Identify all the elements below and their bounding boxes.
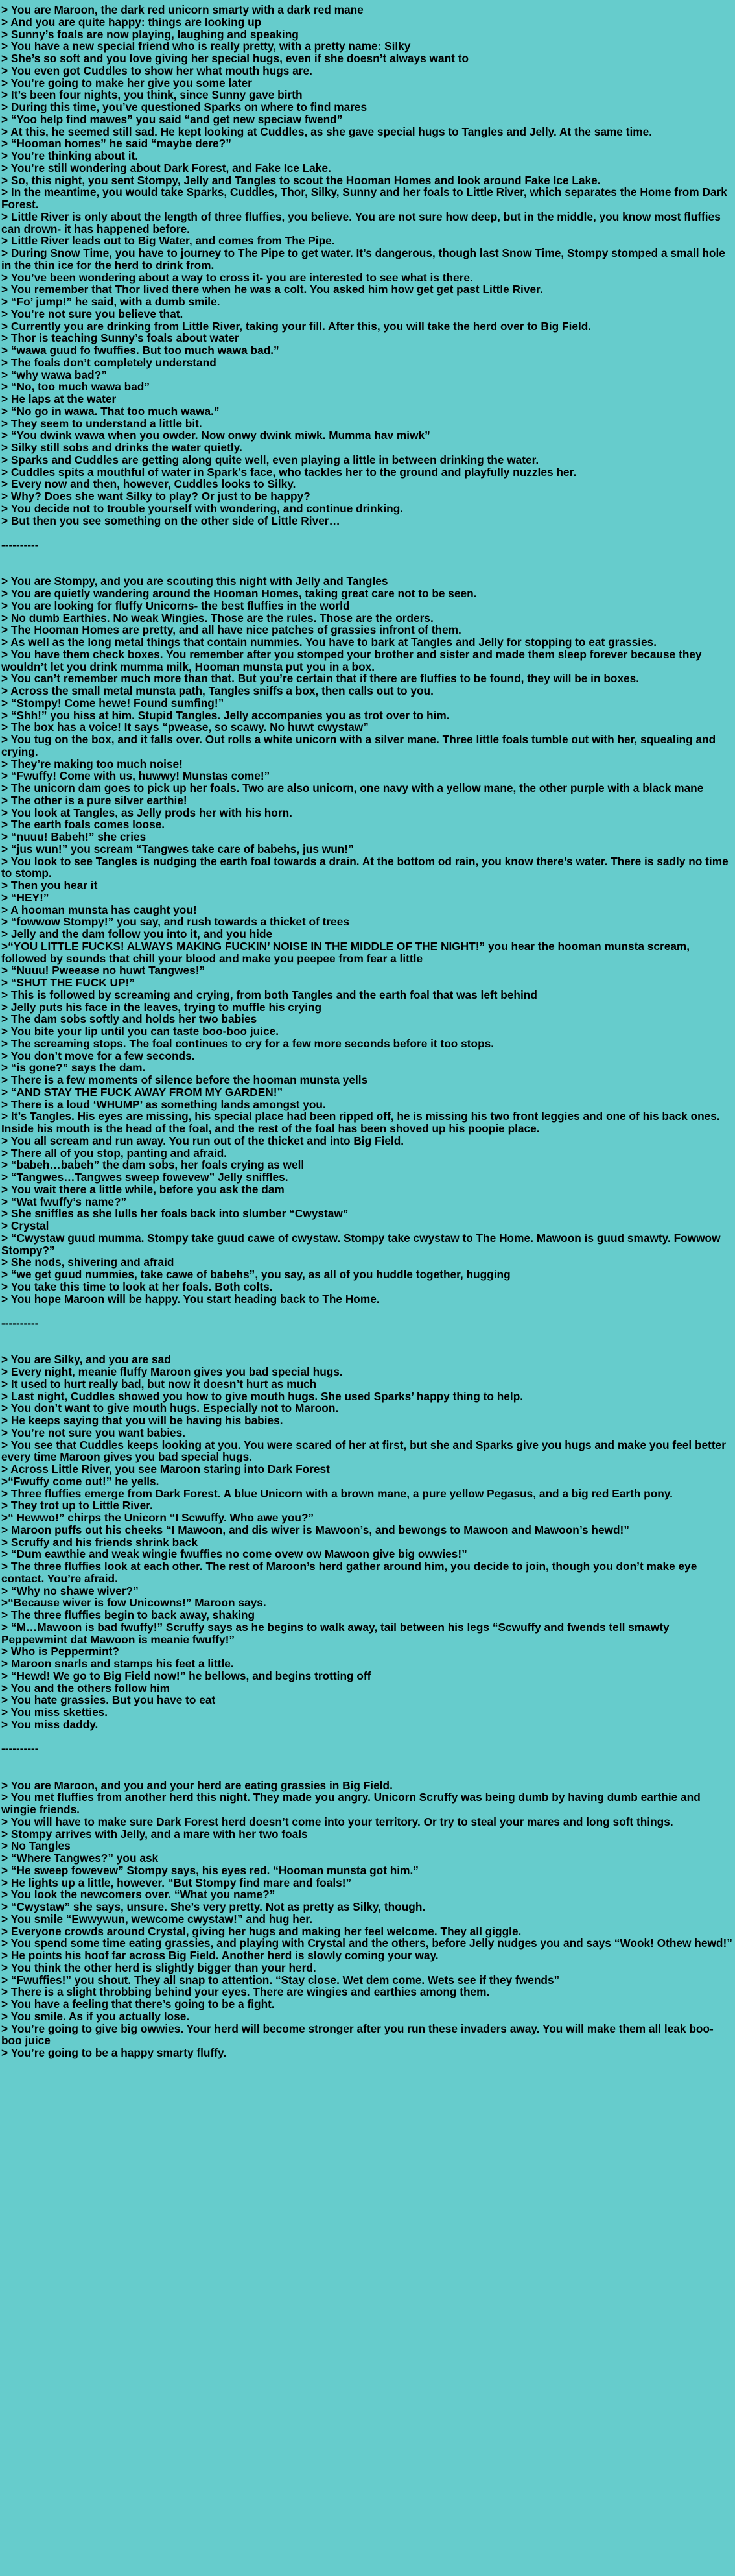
story-line: > You are Silky, and you are sad [1, 1353, 171, 1366]
story-line: > You smile. As if you actually lose. [1, 2009, 190, 2023]
story-line: > Every now and then, however, Cuddles looks to Silky. [1, 477, 296, 491]
blank-line [1, 1330, 734, 1342]
story-line: > “Hooman homes” he said “maybe dere?” [1, 137, 231, 150]
story-line: > “Fwuffies!” you shout. They all snap to attention. “Stay close. Wet dem come. Wets see if they fwends” [1, 1973, 560, 1986]
story-line: > Little River leads out to Big Water, and comes from The Pipe. [1, 234, 335, 248]
story-line: > “why wawa bad?” [1, 368, 107, 381]
story-line: > “He sweep fowevew” Stompy says, his eyes red. “Hooman munsta got him.” [1, 1863, 419, 1877]
story-line: > “Dum eawthie and weak wingie fwuffies no come ovew ow Mawoon give big owwies!” [1, 1547, 467, 1561]
story-line: >“Because wiver is fow Unicowns!” Maroon says. [1, 1596, 266, 1610]
story-line: > “Tangwes…Tangwes sweep fowevew” Jelly sniffles. [1, 1171, 288, 1184]
story-line: > You’re going to make her give you some later [1, 76, 252, 89]
story-line: > You’re still wondering about Dark Forest, and Fake Ice Lake. [1, 161, 331, 174]
story-line: > She nods, shivering and afraid [1, 1256, 174, 1269]
story-line: > “Cwystaw guud mumma. Stompy take guud cawe of cwystaw. Stompy take cwystaw to The Home. Mawoon is guud smawty. Fowwow Stompy?” [1, 1231, 721, 1257]
story-line: > It’s Tangles. His eyes are missing, his special place had been ripped off, he is missing his two front leggies and one of his back ones. Inside his mouth is the head of the foal, and the rest of the foal has been shoved up his poopie place. [1, 1110, 720, 1135]
story-line: >“Fwuffy come out!” he yells. [1, 1474, 159, 1488]
story-line: >“ Hewwo!” chirps the Unicorn “I Scwuffy. Who awe you?” [1, 1511, 314, 1524]
blank-line [1, 551, 734, 564]
story-line: > “No go in wawa. That too much wawa.” [1, 404, 220, 418]
story-line: > Everyone crowds around Crystal, giving her hugs and making her feel welcome. They all giggle. [1, 1924, 522, 1938]
story-line: > “wawa guud fo fwuffies. But too much wawa bad.” [1, 344, 279, 357]
story-line: > You remember that Thor lived there when he was a colt. You asked him how get get past Little River. [1, 283, 543, 296]
story-line: > You will have to make sure Dark Forest herd doesn’t come into your territory. Or try to steal your mares and long soft things. [1, 1815, 673, 1828]
story-line: > Maroon snarls and stamps his feet a little. [1, 1657, 234, 1670]
story-line: > You tug on the box, and it falls over. Out rolls a white unicorn with a silver mane. Three little foals tumble out with her, squealing and crying. [1, 733, 716, 758]
story-line: > You look the newcomers over. “What you name?” [1, 1888, 275, 1902]
story-line: > You have a feeling that there’s going to be a fight. [1, 1998, 275, 2010]
story-line: > “Why no shawe wiver?” [1, 1584, 139, 1597]
blank-line [1, 1305, 734, 1317]
story-line: > Three fluffies emerge from Dark Forest. A blue Unicorn with a brown mane, a pure yellow Pegasus, and a big red Earth pony. [1, 1486, 673, 1500]
story-line: > You are Maroon, the dark red unicorn smarty with a dark red mane [1, 3, 364, 16]
story-line: > “You dwink wawa when you owder. Now onwy dwink miwk. Mumma hav miwk” [1, 429, 430, 442]
story-line: > “Stompy! Come hewe! Found sumfing!” [1, 696, 224, 710]
story-line: > “Fo’ jump!” he said, with a dumb smile. [1, 295, 220, 308]
story-line: >“YOU LITTLE FUCKS! ALWAYS MAKING FUCKIN’ NOISE IN THE MIDDLE OF THE NIGHT!” you hear the hooman munsta scream, followed by sounds that chill your blood and make you peepee from fear a little [1, 939, 690, 965]
story-line: > Thor is teaching Sunny’s foals about water [1, 331, 239, 345]
story-line: > You are Stompy, and you are scouting this night with Jelly and Tangles [1, 575, 388, 588]
story-line: > So, this night, you sent Stompy, Jelly and Tangles to scout the Hooman Homes and look around Fake Ice Lake. [1, 173, 601, 187]
story-line: > You spend some time eating grassies, and playing with Crystal and the others, before Jelly nudges you and says “Wook! Othew hewd!” [1, 1937, 732, 1950]
story-line: > “M…Mawoon is bad fwuffy!” Scruffy says as he begins to walk away, tail between his legs “Scwuffy and fwends tell smawty Peppewmint dat Mawoon is meanie fwuffy!” [1, 1620, 670, 1646]
story-line: > There all of you stop, panting and afraid. [1, 1146, 228, 1160]
story-line: > And you are quite happy: things are looking up [1, 15, 262, 29]
story-line: > But then you see something on the other side of Little River… [1, 514, 340, 527]
story-line: > She sniffles as she lulls her foals back into slumber “Cwystaw” [1, 1207, 349, 1221]
story-line: > Every night, meanie fluffy Maroon gives you bad special hugs. [1, 1365, 343, 1378]
story-section [1, 4, 734, 527]
story-line: > During this time, you’ve questioned Sparks on where to find mares [1, 101, 368, 113]
story-line: > Jelly and the dam follow you into it, and you hide [1, 927, 273, 940]
story-line: > It’s been four nights, you think, since Sunny gave birth [1, 88, 303, 102]
story-line: > During Snow Time, you have to journey to The Pipe to get water. It’s dangerous, though last Snow Time, Stompy stomped a small hole in the thin ice for the herd to drink from. [1, 246, 725, 272]
story-line: > “nuuu! Babeh!” she cries [1, 830, 146, 843]
story-line: > You’re not sure you want babies. [1, 1425, 186, 1439]
story-line: > “Where Tangwes?” you ask [1, 1852, 159, 1865]
story-line: > The other is a pure silver earthie! [1, 793, 187, 807]
story-line: > “Hewd! We go to Big Field now!” he bellows, and begins trotting off [1, 1669, 371, 1682]
story-line: > “Cwystaw” she says, unsure. She’s very pretty. Not as pretty as Silky, though. [1, 1900, 426, 1913]
story-line: > Last night, Cuddles showed you how to give mouth hugs. She used Sparks’ happy thing to help. [1, 1389, 524, 1403]
story-line: > “Shh!” you hiss at him. Stupid Tangles. Jelly accompanies you as trot over to him. [1, 708, 450, 722]
story-line: > In the meantime, you would take Sparks, Cuddles, Thor, Silky, Sunny and her foals to Little River, which separates the Home from Dark Forest. [1, 185, 727, 211]
story-line: > “is gone?” says the dam. [1, 1061, 146, 1075]
story-line: > You look to see Tangles is nudging the earth foal towards a drain. At the bottom od rain, you know there’s water. There is sadly no time to stomp. [1, 854, 729, 880]
story-line: > “Fwuffy! Come with us, huwwy! Munstas come!” [1, 769, 270, 783]
blank-line [1, 1755, 734, 1767]
story-line: > There is a slight throbbing behind your eyes. There are wingies and earthies among them. [1, 1985, 490, 1999]
story-line: > A hooman munsta has caught you! [1, 903, 197, 916]
story-line: > There is a loud ‘WHUMP’ as something lands amongst you. [1, 1097, 326, 1111]
story-line: > You have them check boxes. You remember after you stomped your brother and sister and made them sleep forever because they wouldn’t let you drink mumma milk, Hooman munsta put you in a box. [1, 647, 702, 673]
story-line: > The three fluffies begin to back away, shaking [1, 1608, 255, 1621]
story-line: > You are quietly wandering around the Hooman Homes, taking great care not to be seen. [1, 587, 477, 600]
story-line: > You don’t move for a few seconds. [1, 1049, 195, 1062]
story-line: > You wait there a little while, before you ask the dam [1, 1182, 285, 1196]
story-line: > As well as the long metal things that contain nummies. You have to bark at Tangles and Jelly for stopping to eat grassies. [1, 636, 657, 649]
story-line: > Maroon puffs out his cheeks “I Mawoon, and dis wiver is Mawoon’s, and bewongs to Mawoon and Mawoon’s hewd!” [1, 1523, 629, 1536]
story-line: > Who is Peppermint? [1, 1645, 119, 1658]
story-line: > “babeh…babeh” the dam sobs, her foals crying as well [1, 1158, 305, 1172]
story-line: > “Yoo help find mawes” you said “and get new speciaw fwend” [1, 112, 343, 126]
story-line: > “SHUT THE FUCK UP!” [1, 976, 135, 989]
story-line: > You’ve been wondering about a way to cross it- you are interested to see what is there. [1, 270, 473, 284]
story-line: > You’re going to give big owwies. Your herd will become stronger after you run these invaders away. You will make them all leak boo-boo juice [1, 2021, 714, 2047]
story-line: > The three fluffies look at each other. The rest of Maroon’s herd gather around him, you decide to join, though you don’t make eye contact. You’re afraid. [1, 1560, 697, 1585]
story-line: > “fowwow Stompy!” you say, and rush towards a thicket of trees [1, 915, 349, 929]
story-line: > You don’t want to give mouth hugs. Especially not to Maroon. [1, 1401, 339, 1415]
story-line: > The foals don’t completely understand [1, 355, 216, 369]
story-line: > You’re not sure you believe that. [1, 307, 183, 320]
blank-line [1, 1342, 734, 1354]
story-line: > At this, he seemed still sad. He kept looking at Cuddles, as she gave special hugs to Tangles and Jelly. At the same time. [1, 125, 653, 138]
story-line: > Crystal [1, 1219, 49, 1232]
story-line: > She’s so soft and you love giving her special hugs, even if she doesn’t always want to [1, 52, 469, 65]
story-line: > You hate grassies. But you have to eat [1, 1693, 216, 1707]
story-line: > Little River is only about the length of three fluffies, you believe. You are not sure how deep, but in the middle, you know most fluffies can drown- it has happened before. [1, 209, 721, 235]
story-line: > “HEY!” [1, 890, 49, 904]
story-line: > They trot up to Little River. [1, 1499, 153, 1512]
story-line: > You see that Cuddles keeps looking at you. You were scared of her at first, but she and Sparks give you hugs and make you feel better every time Maroon gives you bad special hugs. [1, 1438, 726, 1464]
story-line: > “AND STAY THE FUCK AWAY FROM MY GARDEN!” [1, 1085, 283, 1099]
story-line: > You look at Tangles, as Jelly prods her with his horn. [1, 805, 292, 819]
story-line: > Stompy arrives with Jelly, and a mare with her two foals [1, 1827, 308, 1841]
section-separator: ---------- [1, 538, 39, 551]
story-line: > Cuddles spits a mouthful of water in Spark’s face, who tackles her to the ground and playfully nuzzles her. [1, 465, 577, 479]
story-line: > The Hooman Homes are pretty, and all have nice patches of grassies infront of them. [1, 623, 461, 637]
story-line: > “we get guud nummies, take cawe of babehs”, you say, as all of you huddle together, hugging [1, 1268, 511, 1281]
story-line: > You are looking for fluffy Unicorns- the best fluffies in the world [1, 599, 350, 612]
story-line: > You’re going to be a happy smarty fluffy. [1, 2046, 227, 2059]
story-line: > Scruffy and his friends shrink back [1, 1535, 198, 1549]
story-line: > He points his hoof far across Big Field. Another herd is slowly coming your way. [1, 1949, 439, 1962]
story-line: > You have a new special friend who is really pretty, with a pretty name: Silky [1, 40, 411, 53]
story-line: > Why? Does she want Silky to play? Or just to be happy? [1, 490, 310, 503]
blank-line [1, 527, 734, 539]
story-line: > You bite your lip until you can taste boo-boo juice. [1, 1025, 279, 1038]
story-line: > He lights up a little, however. “But Stompy find mare and foals!” [1, 1876, 352, 1889]
story-line: > You hope Maroon will be happy. You start heading back to The Home. [1, 1292, 380, 1306]
story-line: > He laps at the water [1, 392, 117, 405]
story-line: > “Nuuu! Pweease no huwt Tangwes!” [1, 964, 205, 977]
story-line: > Sunny’s foals are now playing, laughing and speaking [1, 27, 299, 41]
story-line: > You’re thinking about it. [1, 149, 139, 162]
story-line: > Sparks and Cuddles are getting along quite well, even playing a little in between drinking the water. [1, 453, 539, 466]
story-line: > “Wat fwuffy’s name?” [1, 1195, 127, 1208]
story-line: > Then you hear it [1, 879, 98, 892]
story-line: > You think the other herd is slightly bigger than your herd. [1, 1961, 316, 1974]
story-line: > You take this time to look at her foals. Both colts. [1, 1280, 273, 1293]
story-line: > There is a few moments of silence before the hooman munsta yells [1, 1073, 368, 1086]
story-line: > You smile “Ewwywun, wewcome cwystaw!” and hug her. [1, 1912, 313, 1926]
story-line: > You even got Cuddles to show her what mouth hugs are. [1, 64, 312, 77]
blank-line [1, 1767, 734, 1780]
section-separator: ---------- [1, 1317, 39, 1330]
blank-line [1, 564, 734, 576]
story-line: > It used to hurt really bad, but now it doesn’t hurt as much [1, 1377, 317, 1390]
story-line: > You and the others follow him [1, 1681, 170, 1695]
story-line: > You met fluffies from another herd this night. They made you angry. Unicorn Scruffy was being dumb by having dumb earthie and wingie friends. [1, 1791, 701, 1816]
story-line: > The unicorn dam goes to pick up her foals. Two are also unicorn, one navy with a yellow mane, the other purple with a black mane [1, 781, 704, 794]
story-line: > They’re making too much noise! [1, 757, 183, 770]
story-line: > You miss sketties. [1, 1706, 108, 1719]
story-line: > “No, too much wawa bad” [1, 380, 150, 394]
story-line: > You can’t remember much more than that. But you’re certain that if there are fluffies to be found, they will be in boxes. [1, 672, 640, 686]
story-line: > No dumb Earthies. No weak Wingies. Those are the rules. Those are the orders. [1, 611, 434, 625]
story-line: > You all scream and run away. You run out of the thicket and into Big Field. [1, 1134, 404, 1147]
story-line: > The screaming stops. The foal continues to cry for a few more seconds before it too stops. [1, 1036, 495, 1050]
story-line: > You decide not to trouble yourself with wondering, and continue drinking. [1, 501, 404, 515]
story-line: > He keeps saying that you will be having his babies. [1, 1414, 283, 1427]
story-line: > “jus wun!” you scream “Tangwes take care of babehs, jus wun!” [1, 842, 354, 855]
story-section [1, 575, 734, 1305]
story-line: > Silky still sobs and drinks the water quietly. [1, 441, 242, 454]
story-line: > This is followed by screaming and crying, from both Tangles and the earth foal that was left behind [1, 988, 537, 1001]
story-line: > The box has a voice! It says “pwease, so scawy. No huwt cwystaw” [1, 721, 369, 734]
story-line: > You miss daddy. [1, 1717, 99, 1731]
story-line: > No Tangles [1, 1839, 71, 1853]
story-section [1, 1780, 734, 2059]
blank-line [1, 1731, 734, 1743]
story-line: > Across Little River, you see Maroon staring into Dark Forest [1, 1462, 330, 1475]
story-line: > You are Maroon, and you and your herd are eating grassies in Big Field. [1, 1778, 393, 1792]
section-separator: ---------- [1, 1742, 39, 1756]
story-line: > Across the small metal munsta path, Tangles sniffs a box, then calls out to you. [1, 684, 434, 697]
story-line: > They seem to understand a little bit. [1, 416, 202, 430]
story-line: > Currently you are drinking from Little River, taking your fill. After this, you will take the herd over to Big Field. [1, 319, 592, 333]
story-line: > Jelly puts his face in the leaves, trying to muffle his crying [1, 1000, 322, 1014]
story-section [1, 1354, 734, 1730]
story-line: > The earth foals comes loose. [1, 818, 165, 831]
story-line: > The dam sobs softly and holds her two babies [1, 1012, 257, 1026]
